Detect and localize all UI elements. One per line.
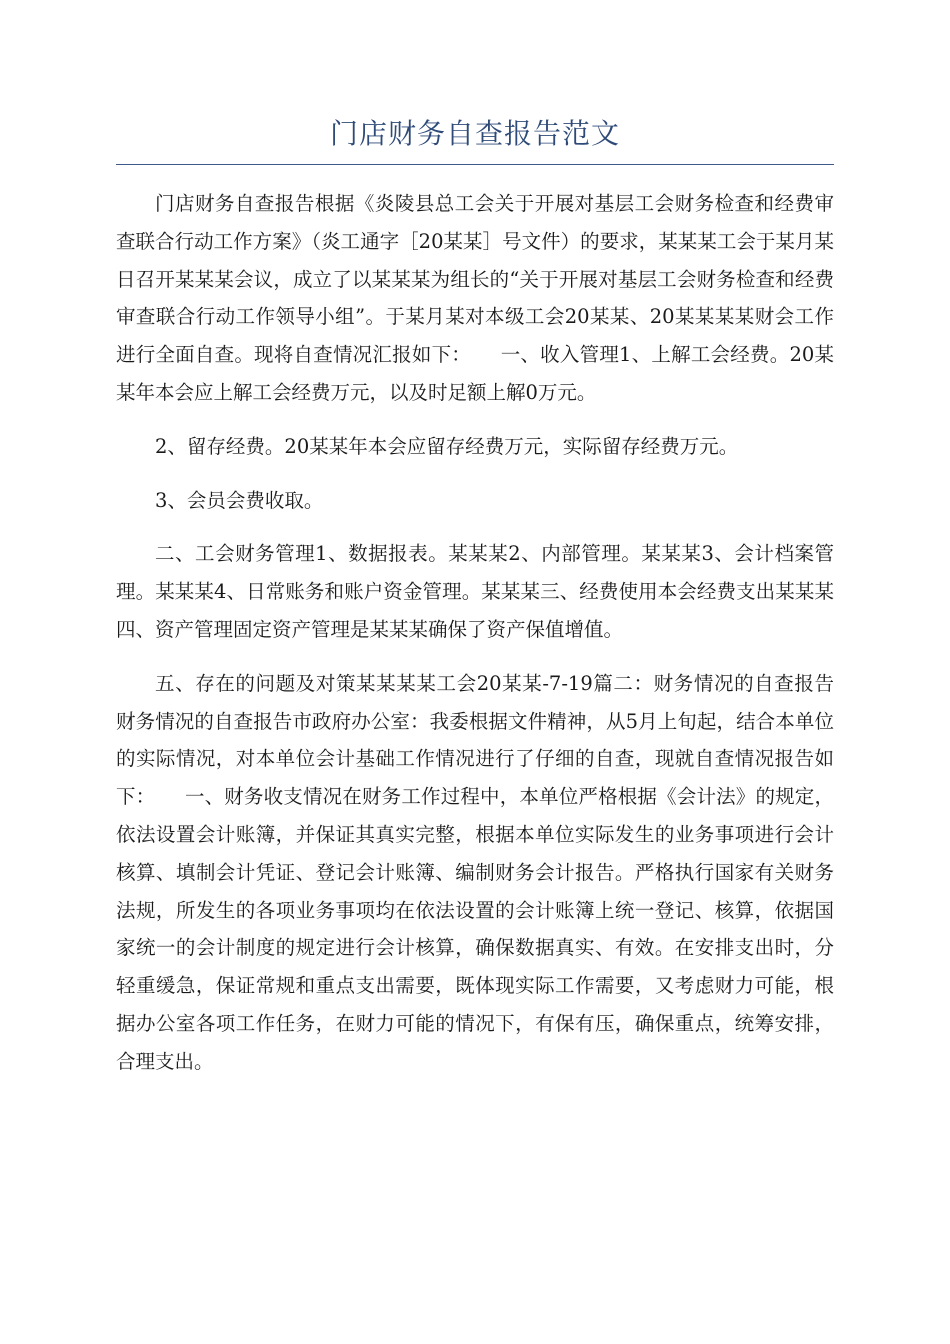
document-title: 门店财务自查报告范文 <box>329 117 620 150</box>
paragraph-1: 门店财务自查报告根据《炎陵县总工会关于开展对基层工会财务检查和经费审查联合行动工作方案》（炎工通字［20某某］号文件）的要求，某某某工会于某月某日召开某某某会议，成立了以某某某为组长的“关于开展对基层工会财务检查和经费审查联合行动工作领导小组”。于某月某对本级工会20某某、20某某某某财会工作进行全面自查。现将自查情况汇报如下： 一、收入管理1、上解工会经费。20某某年本会应上解工会经费万元，以及时足额上解0万元。 <box>116 192 834 404</box>
paragraph-3: 3、会员会费收取。 <box>155 488 324 512</box>
paragraph-4: 二、工会财务管理1、数据报表。某某某2、内部管理。某某某3、会计档案管理。某某某4、日常账务和账户资金管理。某某某三、经费使用本会经费支出某某某四、资产管理固定资产管理是某某某确保了资产保值增值。 <box>116 542 834 641</box>
title-underline <box>116 164 834 165</box>
document-page <box>116 112 834 1097</box>
paragraph-5: 五、存在的问题及对策某某某某工会20某某-7-19篇二：财务情况的自查报告财务情况的自查报告市政府办公室：我委根据文件精神，从5月上旬起，结合本单位的实际情况，对本单位会计基础工作情况进行了仔细的自查，现就自查情况报告如下： 一、财务收支情况在财务工作过程中，本单位严格根据《会计法》的规定，依法设置会计账簿，并保证其真实完整，根据本单位实际发生的业务事项进行会计核算、填制会计凭证、登记会计账簿、编制财务会计报告。严格执行国家有关财务法规，所发生的各项业务事项均在依法设置的会计账簿上统一登记、核算，依据国家统一的会计制度的规定进行会计核算，确保数据真实、有效。在安排支出时，分轻重缓急，保证常规和重点支出需要，既体现实际工作需要，又考虑财力可能，根据办公室各项工作任务，在财力可能的情况下，有保有压，确保重点，统筹安排，合理支出。 <box>116 671 834 1073</box>
paragraph-2: 2、留存经费。20某某年本会应留存经费万元，实际留存经费万元。 <box>155 434 739 458</box>
